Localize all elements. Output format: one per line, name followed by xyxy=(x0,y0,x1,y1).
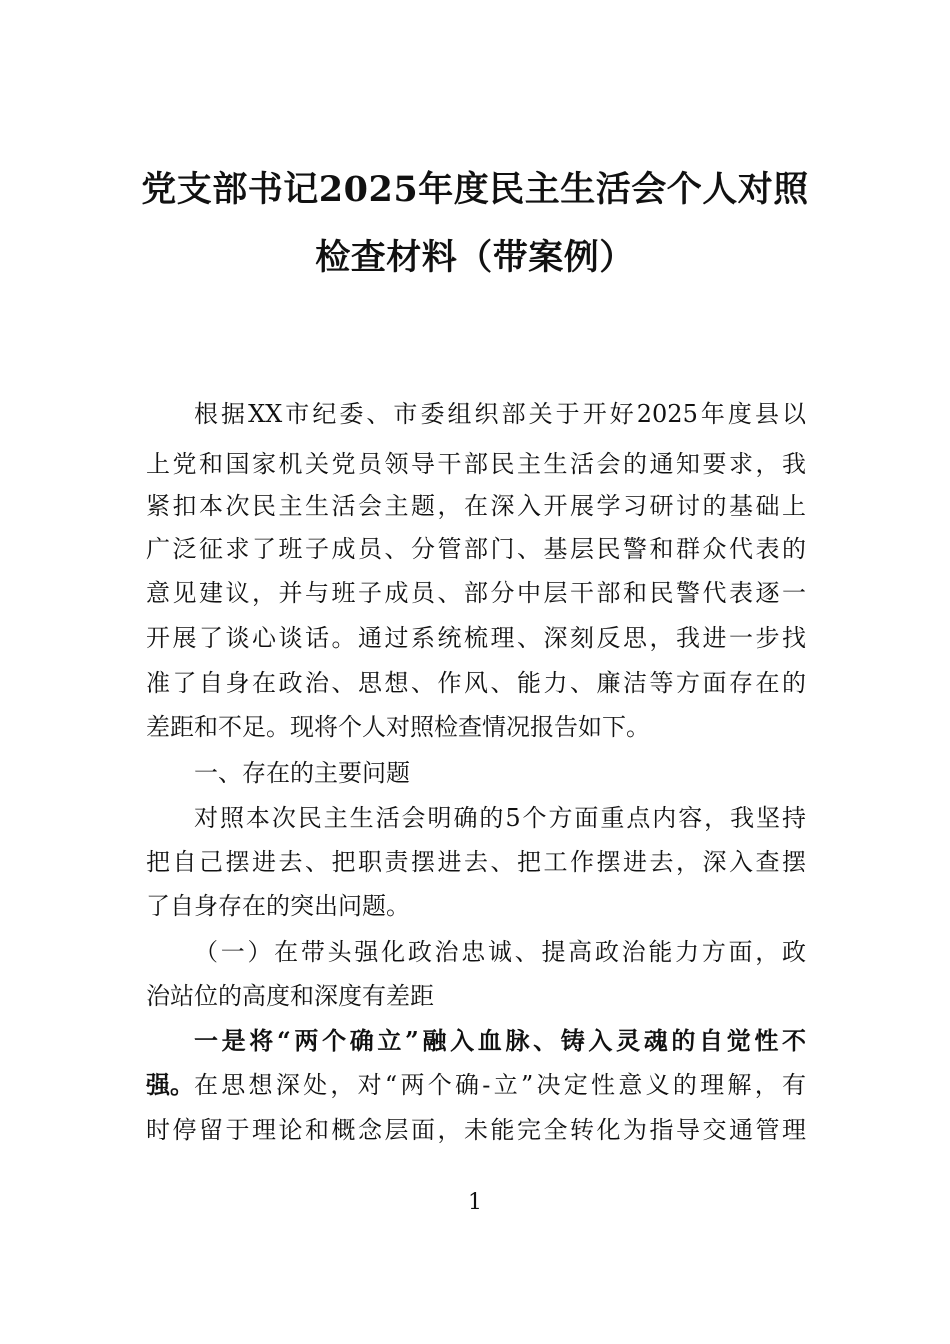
document-title-line-2: 检查材料（带案例） xyxy=(315,237,635,278)
intro-line-1: 根据XX市纪委、市委组织部关于开好2025年度县以 xyxy=(194,400,806,428)
section-para-line-2: 把自己摆进去、把职责摆进去、把工作摆进去，深入查摆 xyxy=(146,848,806,876)
point-one-line-3: 时停留于理论和概念层面，未能完全转化为指导交通管理 xyxy=(146,1116,806,1144)
document-title-line-1: 党支部书记2025年度民主生活会个人对照 xyxy=(141,169,809,210)
section-para-line-3: 了自身存在的突出问题。 xyxy=(146,892,410,920)
intro-line-4: 广泛征求了班子成员、分管部门、基层民警和群众代表的 xyxy=(146,535,806,563)
intro-line-6: 开展了谈心谈话。通过系统梳理、深刻反思，我进一步找 xyxy=(146,624,806,652)
subsection-line-2: 治站位的高度和深度有差距 xyxy=(146,982,434,1010)
point-one-bold-end: 强。 xyxy=(146,1070,194,1099)
intro-line-5: 意见建议，并与班子成员、部分中层干部和民警代表逐一 xyxy=(146,579,806,607)
section-heading: 一、存在的主要问题 xyxy=(194,759,410,787)
intro-line-7: 准了自身在政治、思想、作风、能力、廉洁等方面存在的 xyxy=(146,669,806,697)
point-one-line-1: 一是将“两个确立”融入血脉、铸入灵魂的自觉性不 xyxy=(194,1026,806,1055)
point-one-line-2 xyxy=(146,1069,806,1101)
page-number: 1 xyxy=(468,1190,482,1215)
subsection-line-1: （一）在带头强化政治忠诚、提高政治能力方面，政 xyxy=(194,938,806,966)
intro-line-8: 差距和不足。现将个人对照检查情况报告如下。 xyxy=(146,713,650,741)
intro-line-2: 上党和国家机关党员领导干部民主生活会的通知要求，我 xyxy=(146,450,806,478)
intro-line-3: 紧扣本次民主生活会主题，在深入开展学习研讨的基础上 xyxy=(146,492,806,520)
section-para-line-1: 对照本次民主生活会明确的5个方面重点内容，我坚持 xyxy=(194,804,806,832)
point-one-line-2-text: 在思想深处，对“两个确-立”决定性意义的理解，有 xyxy=(194,1071,806,1099)
